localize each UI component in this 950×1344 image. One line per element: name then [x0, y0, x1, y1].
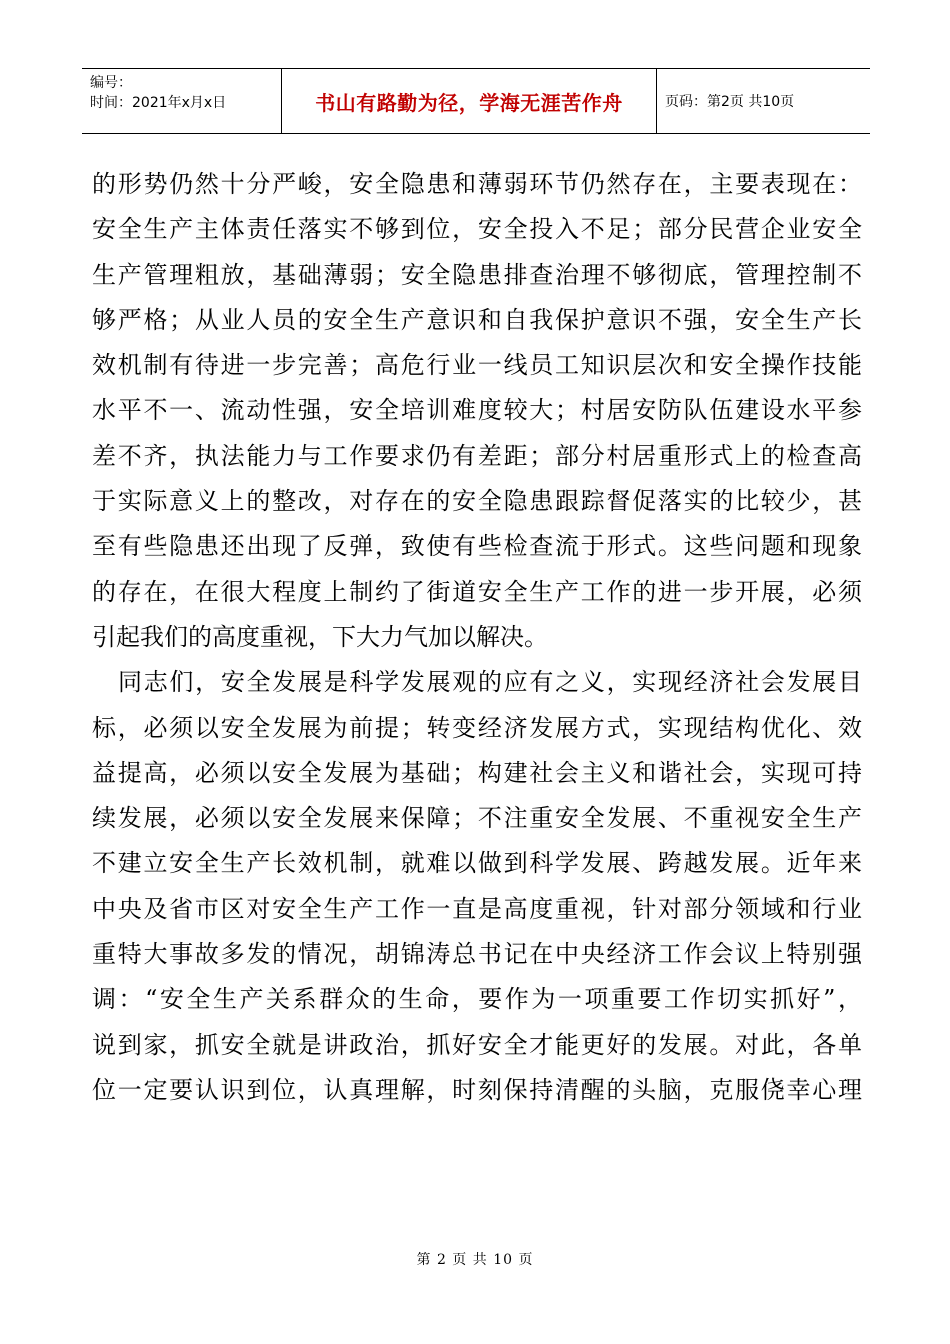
page-footer: 第 2 页 共 10 页 — [416, 1252, 534, 1268]
paragraph-start-line: 同志们，安全发展是科学发展观的应有之义，实现经济社会发展目 — [118, 668, 862, 697]
text-line: 差不齐，执法能力与工作要求仍有差距；部分村居重形式上的检查高 — [92, 441, 862, 470]
header-meta — [82, 69, 282, 133]
text-line: 说到家，抓安全就是讲政治，抓好安全才能更好的发展。对此，各单 — [92, 1030, 862, 1059]
header-motto: 书山有路勤为径，学海无涯苦作舟 — [282, 69, 657, 133]
text-line: 生产管理粗放，基础薄弱；安全隐患排查治理不够彻底，管理控制不 — [92, 260, 862, 289]
text-line: 重特大事故多发的情况，胡锦涛总书记在中央经济工作会议上特别强 — [92, 940, 862, 969]
body-text — [92, 162, 862, 1113]
text-line: 至有些隐患还出现了反弹，致使有些检查流于形式。这些问题和现象 — [92, 532, 862, 561]
text-line: 调：“安全生产关系群众的生命，要作为一项重要工作切实抓好”， — [92, 985, 862, 1014]
header-page-info: 页码：第2页 共10页 — [665, 94, 795, 110]
text-line: 于实际意义上的整改，对存在的安全隐患跟踪督促落实的比较少，甚 — [92, 487, 862, 516]
page-header — [82, 68, 870, 134]
text-line: 不建立安全生产长效机制，就难以做到科学发展、跨越发展。近年来 — [92, 849, 862, 878]
text-line: 续发展，必须以安全发展来保障；不注重安全发展、不重视安全生产 — [92, 804, 862, 833]
text-line: 益提高，必须以安全发展为基础；构建社会主义和谐社会，实现可持 — [92, 758, 862, 787]
document-date: 时间：2021年x月x日 — [90, 95, 227, 111]
text-line: 标，必须以安全发展为前提；转变经济发展方式，实现结构优化、效 — [92, 713, 862, 742]
text-line: 够严格；从业人员的安全生产意识和自我保护意识不强，安全生产长 — [92, 305, 862, 334]
text-line: 安全生产主体责任落实不够到位，安全投入不足；部分民营企业安全 — [92, 215, 862, 244]
text-line: 位一定要认识到位，认真理解，时刻保持清醒的头脑，克服侥幸心理 — [92, 1075, 862, 1104]
text-line: 引起我们的高度重视，下大力气加以解决。 — [92, 622, 548, 651]
text-line: 的形势仍然十分严峻，安全隐患和薄弱环节仍然存在，主要表现在： — [92, 170, 862, 198]
text-line: 中央及省市区对安全生产工作一直是高度重视，针对部分领域和行业 — [92, 894, 862, 923]
document-number: 编号： — [90, 75, 132, 91]
text-line: 水平不一、流动性强，安全培训难度较大；村居安防队伍建设水平参 — [92, 396, 862, 425]
text-line: 效机制有待进一步完善；高危行业一线员工知识层次和安全操作技能 — [92, 351, 862, 380]
text-line: 的存在，在很大程度上制约了街道安全生产工作的进一步开展，必须 — [92, 577, 862, 606]
